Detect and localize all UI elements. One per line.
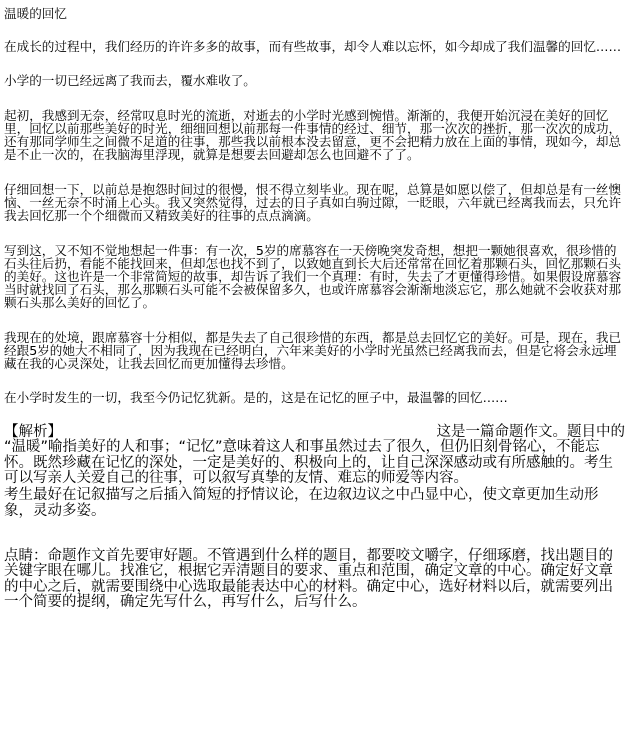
analysis-body-advice: 考生最好在记叙描写之后插入简短的抒情议论，在边叙边议之中凸显中心，使文章更加生动形象，灵动多姿。 xyxy=(4,486,599,519)
essay-paragraph: 写到这，又不知不觉地想起一件事：有一次，5岁的席慕容在一天傍晚突发奇想，想把一颗她很喜欢，很珍惜的石头往后扔，看能不能找回来，但却怎也找不到了，以致她直到长大后还常常在回忆着那颗石头，回忆那颗石头的美好。这也许是一个非常简短的故事，却告诉了我们一个真理：有时，失去了才更懂得珍惜。如果假设席慕容当时就找回了石头，那么那颗石头可能不会被保留多久，也或许席慕容会渐渐地淡忘它，那么她就不会收获对那颗石头那么美好的回忆了。 xyxy=(4,243,622,310)
analysis-body: “温暖”喻指美好的人和事；“记忆”意味着这人和事虽然过去了很久，但仍旧刻骨铭心，不能忘怀。既然珍藏在记忆的深处，一定是美好的、积极向上的，让自己深深感动或有所感触的。考生可以写亲人关爱自己的往事，可以叙写真挚的友情、难忘的师爱等内容。 xyxy=(4,439,613,486)
analysis-lead: 这是一篇命题作文。题目中的 xyxy=(436,424,625,440)
analysis-tag: 【解析】 xyxy=(4,424,62,440)
essay-paragraph: 在小学时发生的一切，我至今仍记忆犹新。是的，这是在记忆的匣子中，最温馨的回忆…… xyxy=(4,390,508,405)
essay-title: 温暖的回忆 xyxy=(4,6,67,21)
essay-paragraph: 小学的一切已经远离了我而去，覆水难收了。 xyxy=(4,73,256,88)
essay-paragraph: 起初，我感到无奈，经常叹息时光的流逝，对逝去的小学时光感到惋惜。渐渐的，我便开始沉浸在美好的回忆里，回忆以前那些美好的时光，细细回想以前那每一件事情的经过、细节，那一次次的挫折，那一次次的成功，还有那同学师生之间微不足道的往事，那些我以前根本没去留意，更不会把精力放在上面的事情，现如今，却总是不止一次的，在我脑海里浮现，就算是想要去回避却怎么也回避不了了。 xyxy=(4,108,622,162)
essay-paragraph: 仔细回想一下，以前总是抱怨时间过的很慢，恨不得立刻毕业。现在呢，总算是如愿以偿了，但却总是有一丝懊恼、一丝无奈不时涌上心头。我又突然觉得，过去的日子真如白驹过隙，一眨眼，六年就已经离我而去，只允许我去回忆那一个个细微而又精致美好的往事的点点滴滴。 xyxy=(4,182,622,223)
analysis-header xyxy=(4,424,627,440)
analysis-section xyxy=(4,424,627,519)
tips-section: 点睛：命题作文首先要审好题。不管遇到什么样的题目，都要咬文嚼字，仔细琢磨，找出题目的关键字眼在哪儿。找准它，根据它弄清题目的要求、重点和范围，确定文章的中心。确定好文章的中心之后，就需要围绕中心选取最能表达中心的材料。确定中心，选好材料以后，就需要列出一个简要的提纲，确定先写什么，再写什么，后写什么。 xyxy=(4,547,613,610)
essay-paragraph: 在成长的过程中，我们经历的许许多多的故事，而有些故事，却令人难以忘怀，如今却成了我们温馨的回忆…… xyxy=(4,39,622,54)
essay-paragraph: 我现在的处境，跟席慕容十分相似，都是失去了自己很珍惜的东西，都是总去回忆它的美好。可是，现在，我已经跟5岁的她大不相同了，因为我现在已经明白，六年来美好的小学时光虽然已经离我而去，但是它将会永远埋藏在我的心灵深处，让我去回忆而更加懂得去珍惜。 xyxy=(4,330,622,371)
essay xyxy=(4,7,627,404)
